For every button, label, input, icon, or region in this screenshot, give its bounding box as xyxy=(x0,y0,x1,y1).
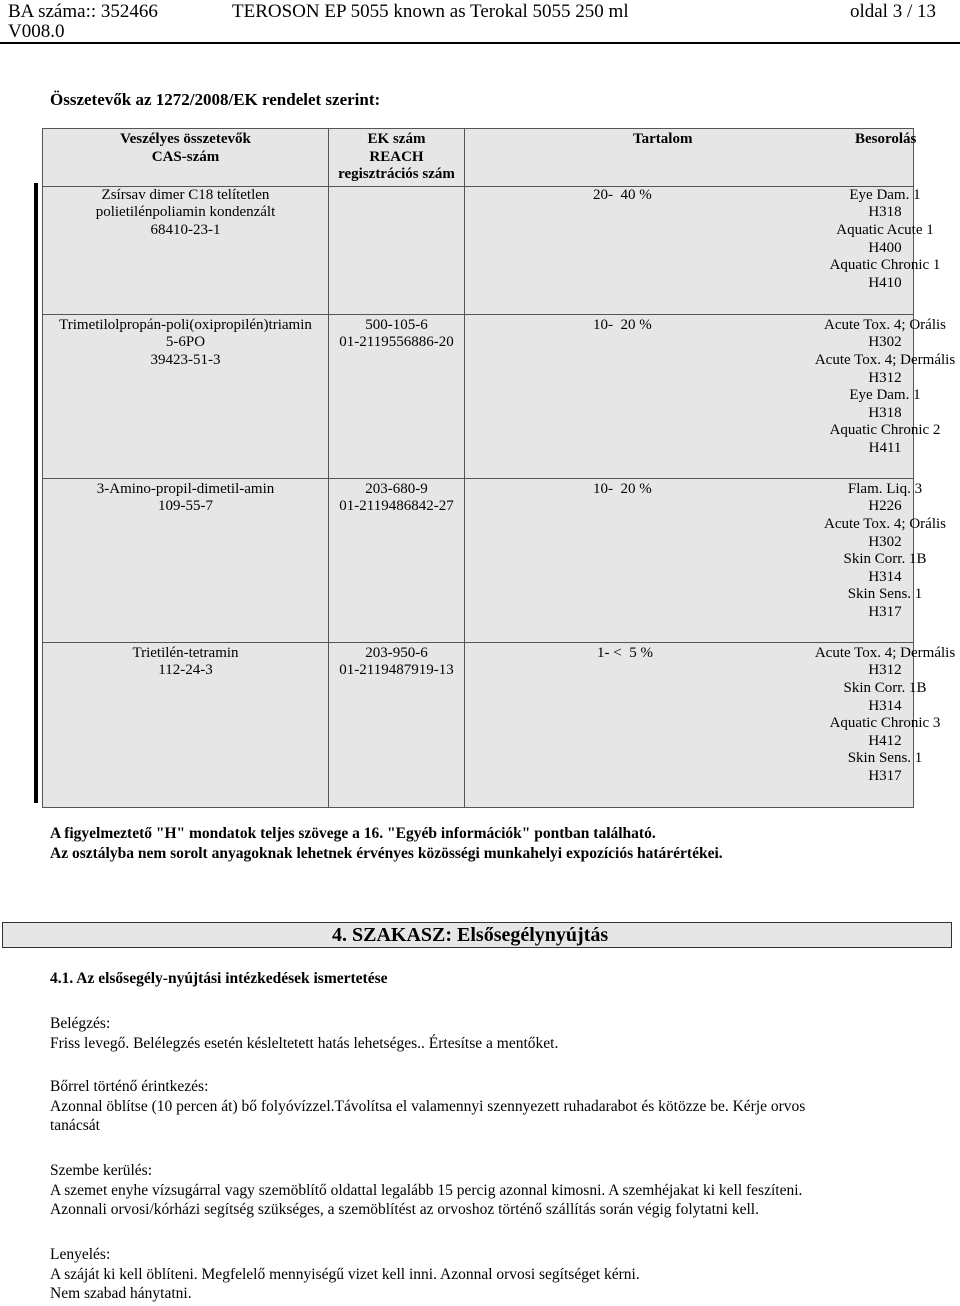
header-classification: Besorolás xyxy=(855,131,917,147)
content-value: 1- < 5 % xyxy=(597,644,653,661)
doc-version: V008.0 xyxy=(8,21,65,42)
inhalation-text: Friss levegő. Belélegzés esetén késleltetett hatás lehetséges.. Értesítse a mentőket. xyxy=(50,1034,559,1052)
row-name: Zsírsav dimer C18 telítetlen polietilénpoliamin kondenzált 68410-23-1 xyxy=(43,186,329,314)
ingestion-label: Lenyelés: xyxy=(50,1246,111,1263)
product-name: TEROSON EP 5055 known as Terokal 5055 250 ml xyxy=(232,1,629,22)
first-aid-ingestion xyxy=(50,1245,920,1304)
ingestion-text-2: Nem szabad hánytatni. xyxy=(50,1285,192,1302)
content-value: 10- 20 % xyxy=(593,480,652,497)
content-value: 10- 20 % xyxy=(593,316,652,333)
doc-number: BA száma:: 352466 xyxy=(8,1,158,22)
header-content-classification xyxy=(465,129,917,187)
table-header-row xyxy=(43,129,914,187)
skin-text-1: Azonnal öblítse (10 percen át) bő folyóvízzel.Távolítsa el valamennyi szennyezett ruhadarabot és kötözze be. Kérje orvos xyxy=(50,1097,806,1115)
row-ec: 500-105-6 01-2119556886-20 xyxy=(329,314,465,478)
section4-subtitle: 4.1. Az elsősegély-nyújtási intézkedések ismertetése xyxy=(50,970,388,987)
header-rule xyxy=(0,42,960,44)
row-content xyxy=(465,186,941,314)
classification-list: Flam. Liq. 3 H226 Acute Tox. 4; Orális H302 Skin Corr. 1B H314 Skin Sens. 1 H317 xyxy=(824,480,946,620)
table-row xyxy=(43,314,914,478)
skin-text-2: tanácsát xyxy=(50,1117,100,1134)
row-content xyxy=(465,642,956,807)
row-name: 3-Amino-propil-dimetil-amin 109-55-7 xyxy=(43,478,329,642)
table-row xyxy=(43,186,914,314)
classification-list: Acute Tox. 4; Dermális H312 Skin Corr. 1B H314 Aquatic Chronic 3 H412 Skin Sens. 1 H317 xyxy=(814,644,956,784)
section-title: Összetevők az 1272/2008/EK rendelet szerint: xyxy=(50,90,381,109)
first-aid-skin xyxy=(50,1077,920,1136)
content-value: 20- 40 % xyxy=(593,186,652,203)
table-row xyxy=(43,642,914,807)
row-ec: 203-950-6 01-2119487919-13 xyxy=(329,642,465,807)
row-ec: 203-680-9 01-2119486842-27 xyxy=(329,478,465,642)
header-components: Veszélyes összetevők CAS-szám xyxy=(43,129,329,187)
ingestion-text-1: A száját ki kell öblíteni. Megfelelő mennyiségű vizet kell inni. Azonnal orvosi segítséget kérni. xyxy=(50,1265,640,1283)
classification-list: Acute Tox. 4; Orális H302 Acute Tox. 4; Dermális H312 Eye Dam. 1 H318 Aquatic Chronic 2 H411 xyxy=(814,316,956,456)
table-row xyxy=(43,478,914,642)
eye-text-2: Azonnali orvosi/kórházi segítség szükséges, a szemöblítést az orvoshoz történő szállítás során végig folytatni kell. xyxy=(50,1201,759,1218)
row-name: Trietilén-tetramin 112-24-3 xyxy=(43,642,329,807)
page-header xyxy=(0,0,960,44)
note-exposure-limits: Az osztályba nem sorolt anyagoknak lehetnek érvényes közösségi munkahelyi expozíciós határértékei. xyxy=(50,845,723,862)
classification-list: Eye Dam. 1 H318 Aquatic Acute 1 H400 Aquatic Chronic 1 H410 xyxy=(829,186,941,291)
row-content xyxy=(465,314,956,478)
note-h-statements: A figyelmeztető "H" mondatok teljes szövege a 16. "Egyéb információk" pontban található. xyxy=(50,825,656,842)
components-table xyxy=(42,128,956,808)
skin-label: Bőrrel történő érintkezés: xyxy=(50,1078,209,1095)
page-number: oldal 3 / 13 xyxy=(849,1,936,22)
header-content: Tartalom xyxy=(633,131,693,147)
first-aid-inhalation xyxy=(50,1014,920,1053)
header-ec: EK szám REACH regisztrációs szám xyxy=(329,129,465,187)
eye-label: Szembe kerülés: xyxy=(50,1162,153,1179)
row-content xyxy=(465,478,946,642)
section4-title: 4. SZAKASZ: Elsősegélynyújtás xyxy=(332,924,609,946)
eye-text-1: A szemet enyhe vízsugárral vagy szemöblítő oldattal legalább 15 percig azonnal kimosni. A szemhéjakat ki kell feszíteni. xyxy=(50,1181,803,1199)
row-ec xyxy=(329,186,465,314)
row-name: Trimetilolpropán-poli(oxipropilén)triamin 5-6PO 39423-51-3 xyxy=(43,314,329,478)
inhalation-label: Belégzés: xyxy=(50,1015,111,1032)
change-bar-left xyxy=(34,183,38,803)
first-aid-eye xyxy=(50,1161,920,1220)
